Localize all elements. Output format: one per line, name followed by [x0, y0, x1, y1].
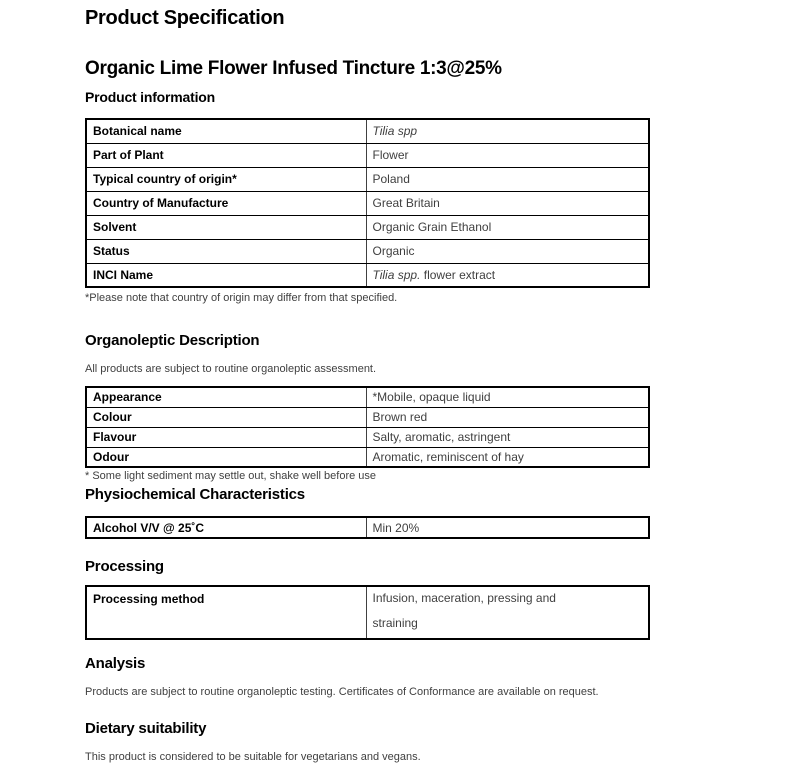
- row-value: Min 20%: [366, 517, 649, 538]
- section-heading-analysis: Analysis: [85, 655, 146, 672]
- row-botanical-name: [86, 119, 649, 143]
- row-value-text: Organic Grain Ethanol: [372, 220, 492, 234]
- row-odour: [86, 447, 649, 467]
- row-value-text: Organic: [372, 244, 415, 258]
- row-value: [366, 191, 649, 215]
- row-solvent: [86, 215, 649, 239]
- row-label: Odour: [86, 447, 366, 467]
- row-value: Salty, aromatic, astringent: [366, 427, 649, 447]
- row-appearance: [86, 387, 649, 407]
- section-heading-physiochemical: Physiochemical Characteristics: [85, 486, 305, 503]
- row-label: INCI Name: [86, 263, 366, 287]
- row-country-of-manufacture: [86, 191, 649, 215]
- row-alcohol: [86, 517, 649, 538]
- row-value: Aromatic, reminiscent of hay: [366, 447, 649, 467]
- document-title: Product Specification: [85, 7, 285, 29]
- row-label: Typical country of origin*: [86, 167, 366, 191]
- product-information-table: [85, 118, 650, 288]
- row-value-text: Poland: [372, 172, 410, 186]
- row-label: Alcohol V/V @ 25˚C: [86, 517, 366, 538]
- row-processing-method: [86, 586, 649, 639]
- row-value-line-2: straining: [372, 616, 418, 630]
- row-typical-country-of-origin: [86, 167, 649, 191]
- analysis-body: Products are subject to routine organoleptic testing. Certificates of Conformance are available on request.: [85, 686, 599, 698]
- row-label: Status: [86, 239, 366, 263]
- row-flavour: [86, 427, 649, 447]
- row-value: [366, 239, 649, 263]
- organoleptic-intro: All products are subject to routine organoleptic assessment.: [85, 363, 377, 375]
- dietary-body: This product is considered to be suitable for vegetarians and vegans.: [85, 751, 421, 763]
- row-colour: [86, 407, 649, 427]
- row-label: Botanical name: [86, 119, 366, 143]
- row-value: Brown red: [366, 407, 649, 427]
- row-label: Solvent: [86, 215, 366, 239]
- row-value-italic: Tilia spp: [372, 124, 418, 139]
- row-value: [366, 143, 649, 167]
- row-inci-name: [86, 263, 649, 287]
- row-value: [366, 119, 649, 143]
- row-value: [366, 586, 649, 639]
- section-heading-dietary: Dietary suitability: [85, 720, 207, 737]
- sediment-footnote: * Some light sediment may settle out, shake well before use: [85, 470, 377, 482]
- product-name-heading: Organic Lime Flower Infused Tincture 1:3@25%: [85, 58, 502, 79]
- section-heading-processing: Processing: [85, 558, 164, 575]
- row-value-italic: Tilia spp.: [372, 267, 421, 282]
- row-label: Flavour: [86, 427, 366, 447]
- row-value: [366, 167, 649, 191]
- row-value-text: Great Britain: [372, 196, 440, 210]
- row-label: Part of Plant: [86, 143, 366, 167]
- section-heading-product-information: Product information: [85, 89, 215, 105]
- row-value: [366, 215, 649, 239]
- row-value: *Mobile, opaque liquid: [366, 387, 649, 407]
- processing-table: [85, 585, 650, 640]
- row-label: Colour: [86, 407, 366, 427]
- origin-footnote: *Please note that country of origin may differ from that specified.: [85, 292, 398, 304]
- physiochemical-table: [85, 516, 650, 539]
- row-part-of-plant: [86, 143, 649, 167]
- row-label: Appearance: [86, 387, 366, 407]
- row-value-line-1: Infusion, maceration, pressing and: [372, 591, 556, 605]
- row-status: [86, 239, 649, 263]
- row-label: Processing method: [86, 586, 366, 639]
- row-value: [366, 263, 649, 287]
- row-value-text: flower extract: [420, 267, 496, 282]
- organoleptic-table: [85, 386, 650, 468]
- section-heading-organoleptic: Organoleptic Description: [85, 332, 260, 349]
- document-content: [85, 0, 785, 764]
- row-value-text: Flower: [372, 148, 409, 162]
- row-label: Country of Manufacture: [86, 191, 366, 215]
